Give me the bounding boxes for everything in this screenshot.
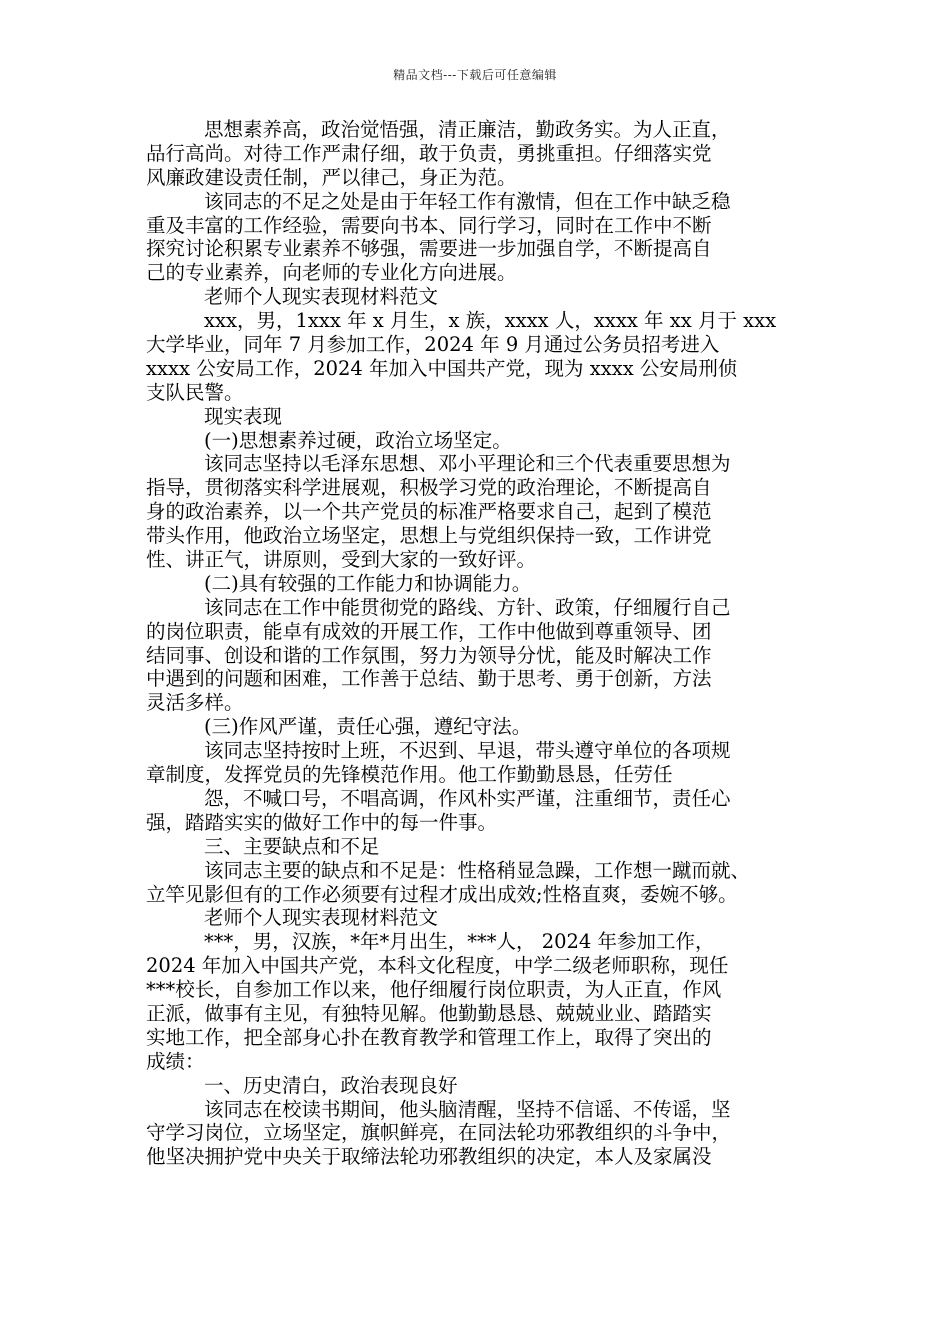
text-line: 该同志坚持以毛泽东思想、邓小平理论和三个代表重要思想为 (204, 452, 731, 476)
text-line: 该同志主要的缺点和不足是：性格稍显急躁，工作想一蹴而就、 (204, 858, 751, 882)
text-line: ***，男，汉族，*年*月出生，***人， 2024 年参加工作， (204, 930, 715, 954)
text-line: 该同志在校读书期间，他头脑清醒，坚持不信谣、不传谣，坚 (204, 1097, 731, 1121)
text-line: 大学毕业，同年 7 月参加工作，2024 年 9 月通过公务员招考进入 (146, 333, 720, 357)
text-line: 一、历史清白，政治表现良好 (204, 1073, 458, 1097)
text-line: 该同志在工作中能贯彻党的路线、方针、政策，仔细履行自己 (204, 595, 731, 619)
text-line: xxxx 公安局工作，2024 年加入中国共产党，现为 xxxx 公安局刑侦 (146, 356, 738, 380)
text-line: 重及丰富的工作经验，需要向书本、同行学习，同时在工作中不断 (146, 213, 712, 237)
text-line: 支队民警。 (146, 380, 244, 404)
text-line: 成绩： (146, 1049, 205, 1073)
text-line: 指导，贯彻落实科学进展观，积极学习党的政治理论，不断提高自 (146, 476, 712, 500)
text-line: 三、主要缺点和不足 (204, 834, 380, 858)
text-line: 身的政治素养，以一个共产党员的标准严格要求自己，起到了模范 (146, 500, 712, 524)
text-line: 该同志坚持按时上班，不迟到、早退，带头遵守单位的各项规 (204, 739, 731, 763)
text-line: 守学习岗位，立场坚定，旗帜鲜亮，在同法轮功邪教组织的斗争中， (146, 1121, 732, 1145)
text-line: 该同志的不足之处是由于年轻工作有激情，但在工作中缺乏稳 (204, 189, 731, 213)
text-line: 结同事、创设和谐的工作氛围，努力为领导分忧，能及时解决工作 (146, 643, 712, 667)
text-line: ***校长，自参加工作以来，他仔细履行岗位职责，为人正直，作风 (146, 978, 722, 1002)
text-line: 怨，不喊口号，不唱高调，作风朴实严谨，注重细节，责任心 (204, 786, 731, 810)
text-line: (一)思想素养过硬，政治立场坚定。 (204, 428, 512, 452)
text-line: 思想素养高，政治觉悟强，清正廉洁，勤政务实。为人正直， (204, 118, 731, 141)
text-line: 中遇到的问题和困难，工作善于总结、勤于思考、勇于创新，方法 (146, 667, 712, 691)
text-line: 灵活多样。 (146, 691, 244, 715)
text-line: (三)作风严谨，责任心强，遵纪守法。 (204, 715, 532, 739)
text-line: 实地工作，把全部身心扑在教育教学和管理工作上，取得了突出的 (146, 1025, 712, 1049)
text-line: xxx，男，1xxx 年 x 月生，x 族，xxxx 人，xxxx 年 xx 月于 xxx (204, 309, 777, 333)
document-body (146, 118, 818, 1169)
text-line: 己的专业素养，向老师的专业化方向进展。 (146, 261, 517, 285)
text-line: 章制度，发挥党员的先锋模范作用。他工作勤勤恳恳，任劳任 (146, 763, 673, 787)
text-line: 立竿见影但有的工作必须要有过程才成出成效;性格直爽，委婉不够。 (146, 882, 738, 906)
text-line: 2024 年加入中国共产党，本科文化程度，中学二级老师职称，现任 (146, 954, 729, 978)
text-line: 探究讨论积累专业素养不够强，需要进一步加强自学，不断提高自 (146, 237, 712, 261)
text-line: 老师个人现实表现材料范文 (204, 285, 439, 309)
text-line: 老师个人现实表现材料范文 (204, 906, 439, 930)
text-line: 带头作用，他政治立场坚定，思想上与党组织保持一致，工作讲党 (146, 524, 712, 548)
text-line: 强，踏踏实实的做好工作中的每一件事。 (146, 810, 498, 834)
text-line: (二)具有较强的工作能力和协调能力。 (204, 571, 532, 595)
text-line: 的岗位职责，能卓有成效的开展工作，工作中他做到尊重领导、团 (146, 619, 712, 643)
text-line: 品行高尚。对待工作严肃仔细，敢于负责，勇挑重担。仔细落实党 (146, 141, 712, 165)
text-line: 正派，做事有主见，有独特见解。他勤勤恳恳、兢兢业业、踏踏实 (146, 1001, 712, 1025)
text-line: 性、讲正气，讲原则，受到大家的一致好评。 (146, 548, 537, 572)
text-line: 现实表现 (204, 404, 283, 428)
page-header: 精品文档---下载后可任意编辑 (393, 68, 557, 82)
text-line: 他坚决拥护党中央关于取缔法轮功邪教组织的决定，本人及家属没 (146, 1145, 712, 1169)
text-line: 风廉政建设责任制，严以律己，身正为范。 (146, 165, 517, 189)
